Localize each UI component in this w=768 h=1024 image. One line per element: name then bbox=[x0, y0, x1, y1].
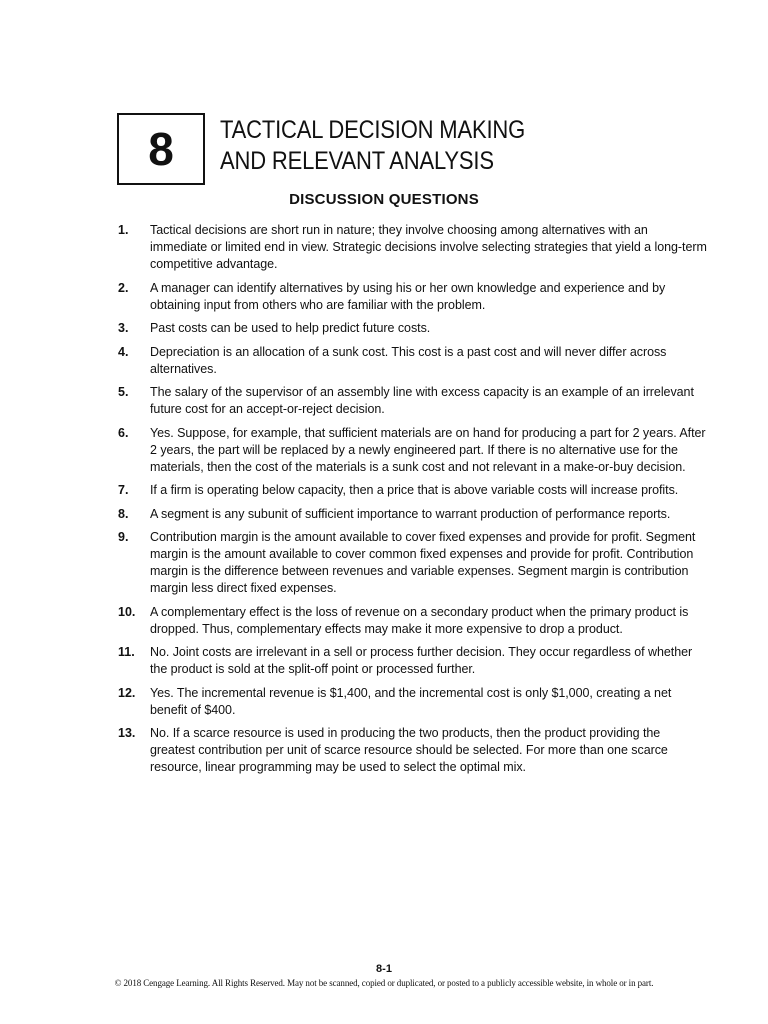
question-text: Past costs can be used to help predict future costs. bbox=[150, 321, 431, 335]
question-item bbox=[118, 280, 708, 314]
question-number: 3. bbox=[118, 321, 129, 335]
question-item bbox=[118, 685, 708, 719]
question-text: If a firm is operating below capacity, then a price that is above variable costs will increase profits. bbox=[150, 483, 679, 497]
page-number: 8-1 bbox=[376, 963, 392, 975]
question-number: 10. bbox=[118, 604, 136, 619]
question-text: Yes. Suppose, for example, that sufficient materials are on hand for producing a part for 2 years. After 2 years, the part will be replaced by a newly engineered part. If there is no alternative use for the materials, then the cost of the materials is a sunk cost and not relevant in a make-or-buy decision. bbox=[150, 425, 706, 474]
chapter-title-line-2: AND RELEVANT ANALYSIS bbox=[220, 147, 494, 175]
question-item bbox=[118, 320, 708, 337]
question-item bbox=[118, 344, 708, 378]
question-text: Contribution margin is the amount available to cover fixed expenses and provide for profit. Segment margin is the amount available to cover common fixed expenses and provide for profit. Contribution margin is the difference between revenues and variable expenses. Segment margin is contribution margin less direct fixed expenses. bbox=[150, 530, 696, 595]
question-number: 11. bbox=[118, 645, 135, 659]
question-number: 7. bbox=[118, 483, 129, 497]
section-heading: DISCUSSION QUESTIONS bbox=[289, 191, 479, 208]
question-number: 8. bbox=[118, 506, 129, 521]
question-text: Yes. The incremental revenue is $1,400, and the incremental cost is only $1,000, creating a net benefit of $400. bbox=[150, 685, 672, 717]
discussion-questions-list bbox=[118, 222, 708, 783]
question-text: Depreciation is an allocation of a sunk cost. This cost is a past cost and will never differ across alternatives. bbox=[150, 344, 667, 376]
question-item bbox=[118, 506, 708, 523]
question-item bbox=[118, 482, 708, 499]
question-number: 12. bbox=[118, 685, 136, 700]
question-number: 4. bbox=[118, 344, 129, 359]
question-text: A manager can identify alternatives by using his or her own knowledge and experience and by obtaining input from others who are familiar with the problem. bbox=[150, 280, 666, 312]
chapter-title bbox=[220, 115, 642, 177]
copyright-notice: © 2018 Cengage Learning. All Rights Reserved. May not be scanned, copied or duplicated, or posted to a publicly accessible website, in whole or in part. bbox=[114, 978, 654, 988]
question-number: 6. bbox=[118, 425, 129, 440]
question-item bbox=[118, 529, 708, 597]
question-item bbox=[118, 425, 708, 476]
question-number: 2. bbox=[118, 280, 129, 295]
question-text: A segment is any subunit of sufficient importance to warrant production of performance reports. bbox=[150, 506, 671, 521]
question-text: The salary of the supervisor of an assembly line with excess capacity is an example of an irrelevant future cost for an accept-or-reject decision. bbox=[150, 385, 694, 416]
question-item bbox=[118, 384, 708, 418]
chapter-number: 8 bbox=[148, 123, 174, 175]
question-text: A complementary effect is the loss of revenue on a secondary product when the primary product is dropped. Thus, complementary effects may make it more expensive to drop a product. bbox=[150, 604, 689, 636]
question-text: No. Joint costs are irrelevant in a sell or process further decision. They occur regardless of whether the product is sold at the split-off point or processed further. bbox=[150, 645, 693, 676]
question-text: Tactical decisions are short run in nature; they involve choosing among alternatives with an immediate or limited end in view. Strategic decisions involve selecting strategies that yield a long-term competitive advantage. bbox=[150, 223, 707, 271]
question-number: 1. bbox=[118, 223, 129, 237]
chapter-title-line-1: TACTICAL DECISION MAKING bbox=[220, 116, 526, 144]
question-item bbox=[118, 222, 708, 273]
question-number: 9. bbox=[118, 530, 129, 544]
question-number: 5. bbox=[118, 385, 129, 399]
question-item bbox=[118, 644, 708, 678]
chapter-number-box bbox=[117, 113, 205, 185]
question-number: 13. bbox=[118, 726, 136, 740]
question-text: No. If a scarce resource is used in producing the two products, then the product providing the greatest contribution per unit of scarce resource should be selected. For more than one scarce resource, linear programming may be used to select the optimal mix. bbox=[150, 726, 668, 774]
question-item bbox=[118, 604, 708, 638]
question-item bbox=[118, 725, 708, 776]
